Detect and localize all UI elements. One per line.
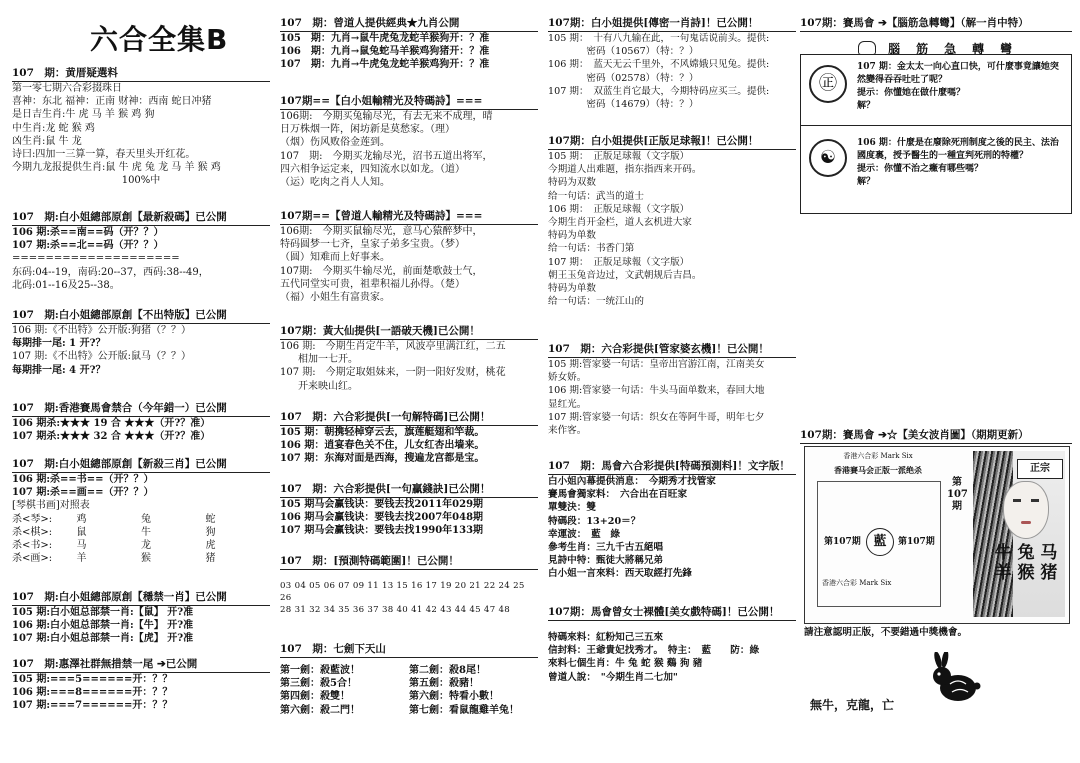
section-win-formula xyxy=(280,480,538,538)
text-line: 开来映山红。 xyxy=(298,380,358,392)
text-line: 是日吉生肖:牛 虎 马 羊 猴 鸡 狗 xyxy=(12,109,155,121)
text-line: 107期: 今期买牛输尽光，前面楚歌鼓士气， xyxy=(280,265,483,277)
text-line: 密码（14679）（特：？） xyxy=(548,99,699,111)
footer-text: 無牛，克龍，亡 xyxy=(810,698,895,712)
text-line: 密码（02578）（特：？） xyxy=(548,72,699,84)
section-header: 107 期:白小姐總部原創【新殺三肖】已公開 xyxy=(12,455,270,473)
text-line: 曾道人說： "今期生肖二七加" xyxy=(548,671,678,683)
section-header: 107 期：曾道人提供經典★九肖公開 xyxy=(280,14,538,32)
section-ban-tail xyxy=(12,655,270,713)
text-line: 东码:04--19，南码:20--37，西码:38--49， xyxy=(12,266,209,278)
section-header: 107 期：黄厝疑選料 xyxy=(12,64,270,82)
text-line: 105 期： 十有八九输在此，一句鬼话说前头。提供: xyxy=(548,33,770,44)
text-line: 107 期:杀==画==（开？？） xyxy=(12,487,154,499)
question-line: 提示：你懂她在做什麼嗎？ xyxy=(857,88,966,98)
table-row xyxy=(12,539,270,552)
text-line: 特码圆梦一七齐，皇家子弟多宝贵。（梦） xyxy=(280,239,465,251)
text-line: 日万株烟一阵，闲坊新是莫愁家。（理） xyxy=(280,124,455,136)
text-line: 105 期： 正版足球報（文字版） xyxy=(548,151,690,162)
number-list: 03 04 05 06 07 09 11 13 15 16 17 19 20 21 22 24 25 26 xyxy=(280,581,525,603)
table-cell: 牛 xyxy=(141,526,151,538)
table-cell: 蛇 xyxy=(205,513,216,525)
text-line: 每期排一尾: 4 开?？ xyxy=(12,364,106,376)
text-line: 107 期:杀==北==码（开？？） xyxy=(12,240,164,252)
question-line: 107 期：金太太一向心直口快，可什麼事竟讓她突 xyxy=(857,62,1059,72)
table-cell: 第七劍：看鼠龍雞羊兔！ xyxy=(409,704,519,716)
text-line: 106 期：逍宴春色关不住，儿女红杏出墙来。 xyxy=(280,440,485,452)
text-line: 106期: 今期买兔输尽光，有去无来不成理，晴 xyxy=(280,111,493,122)
section-prediction xyxy=(548,457,796,581)
table-cell: 第四劍：殺雙！ xyxy=(280,691,350,703)
text-line: 106 期：九肖→鼠兔蛇马羊猴鸡狗猪开：？准 xyxy=(280,46,490,58)
seal-icon: ㊣ xyxy=(809,65,847,103)
poster-side-label xyxy=(947,477,967,513)
section-no-special xyxy=(12,306,270,377)
section-one-sentence xyxy=(280,408,538,466)
section-header: 107期：賽馬會 ➔☆【美女波肖圖】（期期更新） xyxy=(800,426,1072,444)
text-line: [琴棋书画]对照表 xyxy=(12,500,90,512)
text-line: 密码（10567）（特：？） xyxy=(548,46,699,58)
table-cell: 猴 xyxy=(141,553,151,565)
section-header: 107 期：[預測特碼範圍]！已公開！ xyxy=(280,552,538,570)
text-line: 107 期:===7======开：？？ xyxy=(12,700,173,712)
table-row xyxy=(12,526,270,539)
table-cell: 第六劍：特看小數！ xyxy=(409,691,499,703)
text-line: 106 期杀:★★★ 19 合 ★★★（开?？准） xyxy=(12,418,211,429)
text-line: 100%中 xyxy=(121,175,161,187)
text-line: 特碼來料：紅粉知己三五來 xyxy=(548,632,664,643)
text-line: 106 期:杀==书==（开？？） xyxy=(12,474,154,485)
text-line: 106 期:===8======开：？？ xyxy=(12,687,173,699)
text-line: 107 期：东海对面是西海，搜遍龙宫都是宝。 xyxy=(280,453,485,465)
zodiac-poster-image xyxy=(804,446,1070,624)
text-line: 107 期:管家婆一句话：织女在等阿牛哥，明年七夕 xyxy=(548,411,765,423)
text-line: 105 期：九肖→鼠牛虎兔龙蛇羊猴狗开：？准 xyxy=(280,33,490,44)
section-bai-poem xyxy=(280,92,538,189)
text-line: 娇女娇。 xyxy=(548,372,587,384)
text-line: （烟）伤风败俗金莲到。 xyxy=(280,137,390,149)
text-line: 106 期:白小姐总部禁一肖:【牛】 开?准 xyxy=(12,620,194,632)
text-line: 白小姐一言來料：西天取經打先鋒 xyxy=(548,568,692,580)
section-header: 107期==【白小姐輸精光及特碼詩】=== xyxy=(280,92,538,110)
text-line: 五代同堂实可贵，祖辈积福儿孙得。（楚） xyxy=(280,278,465,290)
section-header: 107期：馬會曾女士裸體[美女戲特碼]！已公開！ xyxy=(548,603,796,621)
table-cell: 羊 xyxy=(76,553,87,565)
text-line: （圆）知难而上好事来。 xyxy=(280,252,390,264)
question-line: 然變得吞吞吐吐了呢？ xyxy=(857,75,948,85)
table-row xyxy=(280,664,538,677)
text-line: 显红光。 xyxy=(548,398,587,410)
text-line: 今期九龙报提供生肖:鼠 牛 虎 兔 龙 马 羊 猴 鸡 xyxy=(12,162,221,174)
section-nine-zodiac xyxy=(280,14,538,72)
question-line: 解？ xyxy=(857,101,876,111)
question-line: 解？ xyxy=(857,177,876,187)
rabbit-icon xyxy=(928,652,984,708)
text-line: 凶生肖:鼠 牛 龙 xyxy=(12,135,82,147)
text-line: 相加一七开。 xyxy=(298,354,358,366)
text-line: 四六相争运定来，四知流水以如龙。（道） xyxy=(280,163,465,175)
table-cell: 鸡 xyxy=(76,513,87,525)
section-header: 107期：賽馬會 ➔【腦筋急轉彎】（解一肖中特） xyxy=(800,14,1072,32)
section-range xyxy=(280,552,538,616)
section-header: 107 期:白小姐總部原創【穩禁一肖】已公開 xyxy=(12,588,270,606)
poster-tag: 正宗 xyxy=(1017,459,1063,479)
text-line: 單雙決：雙 xyxy=(548,502,596,514)
text-line: 107 期马会赢钱诀：要钱去找1990年133期 xyxy=(280,525,484,537)
poster-side-text: 期 xyxy=(952,501,962,512)
table-row xyxy=(12,552,270,565)
section-almanac xyxy=(12,64,270,188)
text-line: 105 期:===5======开：？？ xyxy=(12,674,173,685)
portrait-illustration xyxy=(973,451,1065,617)
poster-side-text: 第 xyxy=(952,477,962,488)
text-line: 107 期: 今期买龙输尽光，沼书五道出将军， xyxy=(280,150,493,162)
table-cell: 虎 xyxy=(205,540,216,552)
question-line: 國度裏，授予醫生的一種宣判死刑的特權？ xyxy=(857,151,1029,161)
text-line: 来作客。 xyxy=(548,425,587,437)
text-line: 賽馬會獨家料： 六合出在百旺家 xyxy=(548,489,688,501)
text-line: 信封料：王爺貴妃找秀才。 特主： 藍 防：綠 xyxy=(548,645,760,657)
section-beauty-code xyxy=(548,603,796,684)
text-line: 106 期马会赢钱诀：要钱去找2007年048期 xyxy=(280,512,484,524)
notice-text: 請注意認明正版，不要錯過中獎機會。 xyxy=(804,627,968,638)
text-line: 中生肖:龙 蛇 猴 鸡 xyxy=(12,122,95,134)
section-steady-ban xyxy=(12,588,270,646)
text-line: 给一句话：一统江山的 xyxy=(548,296,644,308)
section-header: 107期：白小姐提供[正版足球報]！已公開！ xyxy=(548,132,796,150)
text-line: 喜神：东北 福神：正南 财神：西南 蛇日冲猪 xyxy=(12,96,212,108)
section-header: 107 期：七劍下天山 xyxy=(280,640,538,658)
teaser-box xyxy=(800,54,1072,214)
text-line: 106 期:杀==南==码（开？？） xyxy=(12,227,164,238)
text-line: 105 期:白小姐总部禁一肖:【鼠】 开?准 xyxy=(12,607,194,618)
poster-period-label: 第107期 xyxy=(824,537,861,547)
table-cell: 狗 xyxy=(205,526,216,538)
divider-line: ==================== xyxy=(12,253,180,265)
section-header: 107期：白小姐提供[傳密一肖詩]！已公開！ xyxy=(548,14,796,32)
section-jockey-ban xyxy=(12,399,270,443)
table-cell: 杀<琴>: xyxy=(12,513,53,525)
section-header: 107 期:白小姐總部原創【不出特版】已公開 xyxy=(12,306,270,324)
text-line: 今期生肖开金栏，道人玄机进大家 xyxy=(548,217,692,229)
section-brain-teaser xyxy=(800,14,1072,57)
text-line: 105 期马会赢钱诀：要钱去找2011年029期 xyxy=(280,499,484,510)
section-header: 107 期：六合彩提供[管家婆玄機]！已公開！ xyxy=(548,340,796,358)
section-header: 107期：黃大仙提供[一語破天機]已公開！ xyxy=(280,322,538,340)
section-kill-three xyxy=(12,455,270,565)
text-line: 特码为双数 xyxy=(548,177,596,189)
text-line: 特码为单数 xyxy=(548,283,596,295)
text-line: 诗曰:四加一三算一算，春天里头开红花。 xyxy=(12,149,196,161)
text-line: （福）小姐生有富贵家。 xyxy=(280,292,390,304)
table-cell: 杀<画>: xyxy=(12,553,53,565)
text-line: 來料七個生肖：牛 兔 蛇 猴 鷄 狗 豬 xyxy=(548,658,703,670)
text-line: 给一句话：书香门第 xyxy=(548,243,635,255)
table-cell: 第一劍：殺藍波！ xyxy=(280,665,360,676)
text-line: （运）吃肉之肖人人知。 xyxy=(280,177,390,189)
text-line: 107 期: 今期定取姐妹来，一阴一阳好发财，桃花 xyxy=(280,367,506,379)
brain-icon xyxy=(858,41,876,55)
text-line: 特碼段：13+20＝？ xyxy=(548,515,641,527)
table-cell: 猪 xyxy=(205,553,216,565)
column-1 xyxy=(12,0,270,712)
text-line: 今期道人出难题，指东指西来开码。 xyxy=(548,164,702,176)
poster-top-text: 香港賽马会正版一派绝杀 xyxy=(834,465,922,475)
question-line: 提示：你懂不治之癥有哪些嗎？ xyxy=(857,164,984,174)
table-row xyxy=(280,704,538,717)
section-kill-code xyxy=(12,208,270,292)
text-line: 106 期： 正版足球報（文字版） xyxy=(548,203,690,215)
poster-side-text: 107 xyxy=(947,489,968,500)
number-list: 28 31 32 34 35 36 37 38 40 41 42 43 44 45 47 48 xyxy=(280,605,511,615)
table-cell: 第五劍：殺豬！ xyxy=(409,678,479,690)
table-cell: 第六劍：殺二門！ xyxy=(280,704,360,716)
text-line: 幸運波： 藍 綠 xyxy=(548,528,620,540)
section-housekeeper xyxy=(548,340,796,437)
text-line: 107 期:白小姐总部禁一肖:【虎】 开?准 xyxy=(12,633,194,645)
text-line: 105 期：朝携轻棹穿云去，旗莲艇翅和竿裁。 xyxy=(280,427,485,438)
section-header: 107 期:白小姐總部原創【最新殺碼】已公開 xyxy=(12,208,270,226)
table-cell: 马 xyxy=(76,540,87,552)
section-zeng-poem xyxy=(280,207,538,304)
banner-title: 腦 筋 急 轉 彎 xyxy=(888,42,1015,56)
text-line: 107 期：九肖→牛虎兔龙蛇羊猴鸡狗开：？准 xyxy=(280,59,490,71)
poster-marksix-text: 香港六合彩 Mark Six xyxy=(822,579,892,587)
text-line: 107 期： 正版足球報（文字版） xyxy=(548,256,690,268)
table-cell: 杀<棋>: xyxy=(12,526,53,538)
text-line: 106 期： 蓝天无云千里外，不风嫦娥只见兔。提供: xyxy=(548,59,770,71)
table-row xyxy=(12,513,270,526)
table-cell: 兔 xyxy=(141,513,151,525)
table-cell: 第二劍：殺8尾！ xyxy=(409,665,486,676)
table-row xyxy=(280,690,538,703)
section-huang-daxian xyxy=(280,322,538,393)
table-cell: 第三劍：殺5合！ xyxy=(280,678,357,690)
text-line: 给一句话：武当的道士 xyxy=(548,190,644,202)
text-line: 107 期杀:★★★ 32 合 ★★★（开?？准） xyxy=(12,431,211,443)
text-line: 106 期:《不出特》公开版:狗猪（？？） xyxy=(12,325,192,336)
section-header: 107 期：六合彩提供[一句解特碼]已公開！ xyxy=(280,408,538,426)
poster-period-label: 第107期 xyxy=(898,537,935,547)
table-cell: 龙 xyxy=(141,540,151,552)
section-header: 107 期:香港賽馬會禁合（今年錯一）已公開 xyxy=(12,399,270,417)
section-header: 107 期：馬會六合彩提供[特碼預測料]！文字版！ xyxy=(548,457,796,475)
poster-inner-frame xyxy=(817,481,941,607)
yin-yang-icon: ☯ xyxy=(809,139,847,177)
section-header: 107 期:惠澤社群無措禁一尾 ➔已公開 xyxy=(12,655,270,673)
text-line: 見詩中特：甄徒大將稱兄弟 xyxy=(548,555,664,567)
text-line: 特码为单数 xyxy=(548,230,596,242)
poster-marksix-text: 香港六合彩 Mark Six xyxy=(843,452,913,460)
section-football-news xyxy=(548,132,796,308)
section-header: 107期==【曾道人輸精光及特碼詩】=== xyxy=(280,207,538,225)
text-line: 白小姐內幕提供消息： 今期秀才找管家 xyxy=(548,476,716,487)
section-seven-swords xyxy=(280,640,538,717)
text-line: 106 期:管家婆一句话：牛头马面单数来，春回大地 xyxy=(548,385,765,397)
text-line: 第一零七期六合彩掇珠日 xyxy=(12,83,122,94)
table-cell: 鼠 xyxy=(76,526,87,538)
text-line: 107 期： 双蓝生肖它最大，今期特码应买三。提供: xyxy=(548,85,770,97)
text-line: 105 期:管家婆一句话：皇帝出宫游江南，江南美女 xyxy=(548,359,765,370)
poster-zodiac-text: 牛 兔 马 羊 猴 猪 xyxy=(994,543,1058,583)
page-title: 六合全集B xyxy=(90,23,229,56)
text-line: 每期排一尾: 1 开?？ xyxy=(12,338,106,350)
question-line: 106 期：什麼是在廢除死刑制度之後的民主、法治 xyxy=(857,138,1059,148)
section-beauty-chart xyxy=(800,426,1072,444)
text-line: 106期: 今期买鼠输尽光，意马心猿醉梦中， xyxy=(280,226,483,237)
section-secret-poem xyxy=(548,14,796,111)
table-cell: 杀<书>: xyxy=(12,540,53,552)
poster-color-badge: 藍 xyxy=(866,528,894,556)
text-line: 106 期: 今期生肖定牛羊，风波亭里满江红，二五 xyxy=(280,341,506,352)
section-header: 107 期：六合彩提供[一句贏錢訣]已公開！ xyxy=(280,480,538,498)
text-line: 參考生肖：三九千古五絕唱 xyxy=(548,542,664,554)
table-row xyxy=(280,677,538,690)
text-line: 北码:01--16及25--38。 xyxy=(12,279,120,291)
text-line: 朝王玉兔音边过，文武朝规后吉昌。 xyxy=(548,269,702,281)
text-line: 107 期:《不出特》公开版:鼠马（？？） xyxy=(12,351,192,363)
